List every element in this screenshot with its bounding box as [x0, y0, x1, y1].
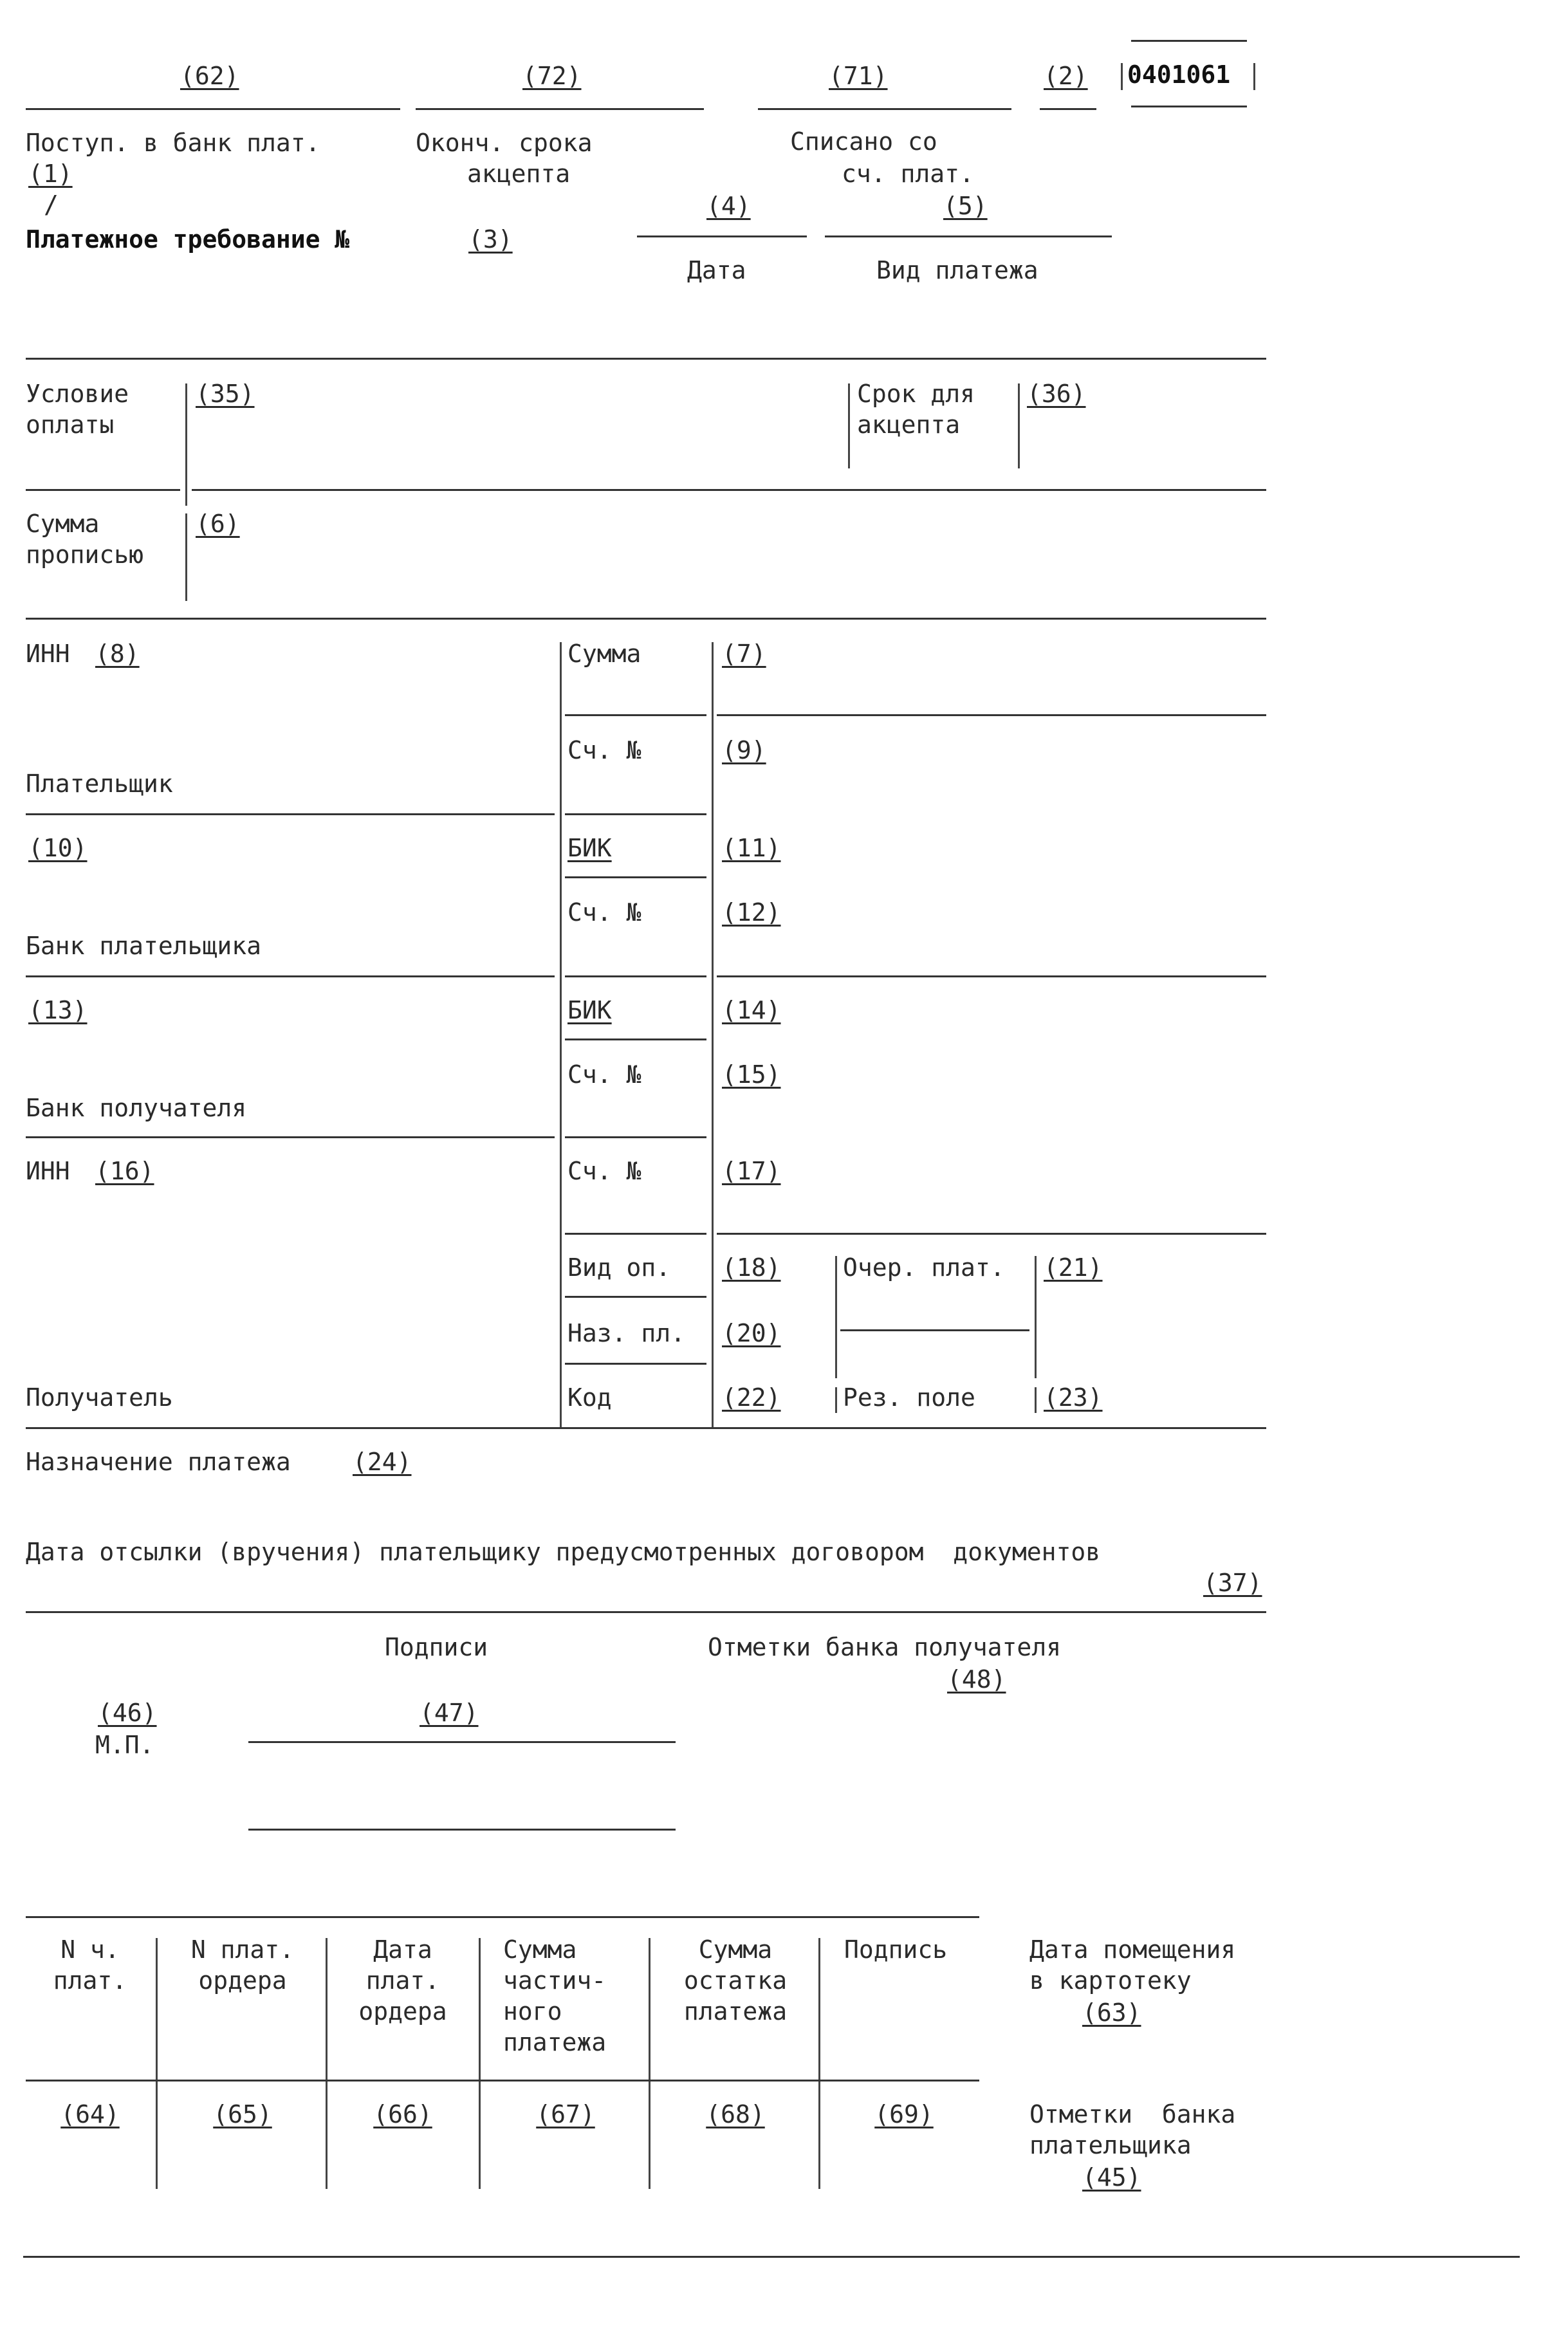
- payment-terms-label-1: Условие: [26, 380, 129, 408]
- field-72[interactable]: (72): [522, 62, 582, 90]
- accept-deadline-label-2: акцепта: [857, 411, 961, 439]
- field-37[interactable]: (37): [1203, 1569, 1262, 1597]
- terms-bar: [185, 383, 187, 506]
- divider-payer: [26, 813, 555, 815]
- field-11[interactable]: (11): [722, 834, 781, 862]
- field-1[interactable]: (1): [28, 160, 73, 188]
- form-code: 0401061: [1127, 60, 1231, 89]
- line-priority: [840, 1329, 1029, 1331]
- payer-account-label: Сч. №: [567, 736, 641, 764]
- field-10[interactable]: (10): [28, 834, 88, 862]
- field-7[interactable]: (7): [722, 640, 766, 668]
- line-terms-left: [26, 489, 180, 491]
- field-22[interactable]: (22): [722, 1383, 781, 1412]
- line-field-12: [717, 975, 1266, 977]
- documents-date-label: Дата отсылки (вручения) плательщику предусмотренных договором документов: [26, 1538, 1101, 1566]
- payer-bank-marks-label-2: плательщика: [1029, 2131, 1192, 2159]
- field-36-bar: [1018, 383, 1020, 468]
- table-header-col-2-line-1: N плат.: [190, 1935, 295, 1964]
- payment-terms-label-2: оплаты: [26, 411, 115, 439]
- divider-recipient: [26, 1427, 1266, 1429]
- payer-bank-marks-label-1: Отметки банка: [1029, 2100, 1236, 2128]
- divider-payer-bank: [26, 975, 555, 977]
- table-header-col-4-line-4: платежа: [503, 2028, 607, 2056]
- date-label: Дата: [687, 256, 746, 284]
- payment-purpose-label: Назначение платежа: [26, 1448, 291, 1476]
- payment-purpose-code-label: Наз. пл.: [567, 1319, 686, 1347]
- table-header-line: [26, 2080, 979, 2081]
- form-code-top-line: [1131, 40, 1247, 42]
- line-payer-bik: [565, 876, 706, 878]
- field-35[interactable]: (35): [196, 380, 255, 408]
- accept-end-label-1: Оконч. срока: [416, 129, 593, 157]
- field-18[interactable]: (18): [722, 1253, 781, 1282]
- divider-purpose: [26, 1611, 1266, 1613]
- payer-bank-account-label: Сч. №: [567, 898, 641, 927]
- sum-label: Сумма: [567, 640, 641, 668]
- field-46[interactable]: (46): [98, 1699, 157, 1727]
- recipient-label: Получатель: [26, 1383, 173, 1412]
- field-36[interactable]: (36): [1027, 380, 1086, 408]
- table-header-col-1-line-1: N ч.: [60, 1935, 120, 1964]
- table-value-64[interactable]: (64): [60, 2100, 120, 2128]
- table-header-col-3-line-1: Дата: [373, 1935, 432, 1964]
- field-12[interactable]: (12): [722, 898, 781, 927]
- table-header-col-4-line-1: Сумма: [503, 1935, 577, 1964]
- table-header-col-3-line-2: плат.: [365, 1966, 440, 1995]
- accept-deadline-label-1: Срок для: [857, 380, 975, 408]
- recipient-account-label: Сч. №: [567, 1157, 641, 1185]
- field-21-bar: [1035, 1256, 1037, 1378]
- priority-bar: [835, 1256, 837, 1378]
- line-op-type: [565, 1296, 706, 1298]
- field-23[interactable]: (23): [1044, 1383, 1103, 1412]
- field-71[interactable]: (71): [829, 62, 888, 90]
- signature-line-2[interactable]: [248, 1829, 676, 1831]
- line-payer-acct: [565, 813, 706, 815]
- table-header-col-6-line-1: Подпись: [844, 1935, 948, 1964]
- field-14[interactable]: (14): [722, 996, 781, 1024]
- table-col-sep-2: [326, 1938, 327, 2189]
- line-field-17: [717, 1233, 1266, 1235]
- table-header-col-5-line-2: остатка: [683, 1966, 788, 1995]
- table-top-line: [26, 1916, 979, 1918]
- line-recipient-bank-acct: [565, 1136, 706, 1138]
- amount-words-label-1: Сумма: [26, 510, 100, 538]
- field-15[interactable]: (15): [722, 1060, 781, 1089]
- payer-bank-bik-label: БИК: [567, 834, 612, 862]
- column-bar-left: [560, 642, 562, 1427]
- table-header-col-5-line-3: платежа: [683, 1997, 788, 2026]
- field-23-bar: [1035, 1387, 1037, 1413]
- table-value-68[interactable]: (68): [706, 2100, 765, 2128]
- payment-type-label: Вид платежа: [876, 256, 1038, 284]
- document-bottom-line: [23, 2256, 1520, 2258]
- field-62[interactable]: (62): [180, 62, 239, 90]
- field-8[interactable]: (8): [95, 640, 140, 668]
- table-value-65[interactable]: (65): [213, 2100, 272, 2128]
- field-13[interactable]: (13): [28, 996, 88, 1024]
- code-label: Код: [567, 1383, 612, 1412]
- deadline-bar: [848, 383, 850, 468]
- table-header-col-4-line-3: ного: [503, 1997, 562, 2026]
- operation-type-label: Вид оп.: [567, 1253, 671, 1282]
- line-field-7: [717, 714, 1266, 716]
- field-63[interactable]: (63): [1082, 1998, 1141, 2027]
- document-title: Платежное требование №: [26, 225, 350, 254]
- recipient-inn-label: ИНН: [26, 1157, 70, 1185]
- amount-words-bar: [185, 513, 187, 601]
- field-24[interactable]: (24): [353, 1448, 412, 1476]
- line-purpose-code: [565, 1363, 706, 1365]
- table-value-67[interactable]: (67): [536, 2100, 595, 2128]
- recipient-bank-marks-label: Отметки банка получателя: [708, 1633, 1062, 1661]
- accept-end-label-2: акцепта: [467, 160, 571, 188]
- payer-bank-label: Банк плательщика: [26, 932, 262, 960]
- line-payment-type: [825, 235, 1112, 237]
- recipient-bank-account-label: Сч. №: [567, 1060, 641, 1089]
- table-header-col-1-line-2: плат.: [53, 1966, 127, 1995]
- line-recipient-acct: [565, 1233, 706, 1235]
- divider-recipient-bank: [26, 1136, 555, 1138]
- table-col-sep-5: [818, 1938, 820, 2189]
- line-payer-bank-acct: [565, 975, 706, 977]
- field-21[interactable]: (21): [1044, 1253, 1103, 1282]
- line-written-off: [758, 108, 1011, 110]
- table-header-col-4-line-2: частич-: [503, 1966, 607, 1995]
- field-4[interactable]: (4): [706, 192, 751, 220]
- payer-label: Плательщик: [26, 770, 173, 798]
- table-value-66[interactable]: (66): [373, 2100, 432, 2128]
- received-label: Поступ. в банк плат.: [26, 129, 320, 157]
- written-off-label-1: Списано со: [790, 127, 937, 156]
- line-sum: [565, 714, 706, 716]
- field-3[interactable]: (3): [468, 225, 513, 254]
- reserve-bar: [835, 1387, 837, 1413]
- field-16[interactable]: (16): [95, 1157, 154, 1185]
- table-header-col-2-line-2: ордера: [198, 1966, 287, 1995]
- file-date-label-2: в картотеку: [1029, 1966, 1192, 1995]
- divider-amount-words: [26, 618, 1266, 620]
- written-off-label-2: сч. плат.: [842, 160, 974, 188]
- table-col-sep-1: [156, 1938, 158, 2189]
- field-5[interactable]: (5): [943, 192, 988, 220]
- stamp-label: М.П.: [95, 1731, 154, 1759]
- table-col-sep-3: [479, 1938, 481, 2189]
- payment-priority-label: Очер. плат.: [843, 1253, 1005, 1282]
- table-value-69[interactable]: (69): [874, 2100, 934, 2128]
- divider-header: [26, 358, 1266, 360]
- form-code-right-bar: [1253, 63, 1255, 90]
- line-received: [26, 108, 400, 110]
- recipient-bank-label: Банк получателя: [26, 1094, 247, 1122]
- line-accept-end: [416, 108, 704, 110]
- file-date-label-1: Дата помещения: [1029, 1935, 1236, 1964]
- field-20[interactable]: (20): [722, 1319, 781, 1347]
- reserve-field-label: Рез. поле: [843, 1383, 975, 1412]
- table-col-sep-4: [649, 1938, 650, 2189]
- amount-words-label-2: прописью: [26, 540, 144, 569]
- divider-terms: [192, 489, 1266, 491]
- form-code-bottom-line: [1131, 106, 1247, 107]
- field-6[interactable]: (6): [196, 510, 240, 538]
- field-47[interactable]: (47): [420, 1699, 479, 1727]
- line-field-2: [1040, 108, 1096, 110]
- signatures-label: Подписи: [385, 1633, 488, 1661]
- payer-inn-label: ИНН: [26, 640, 70, 668]
- recipient-bank-bik-label: БИК: [567, 996, 612, 1024]
- table-header-col-5-line-1: Сумма: [698, 1935, 773, 1964]
- form-code-left-bar: [1121, 63, 1123, 90]
- column-bar-right: [712, 642, 714, 1427]
- field-17[interactable]: (17): [722, 1157, 781, 1185]
- field-48[interactable]: (48): [947, 1665, 1006, 1694]
- slash: /: [44, 190, 59, 219]
- line-date: [637, 235, 807, 237]
- field-9[interactable]: (9): [722, 736, 766, 764]
- field-45[interactable]: (45): [1082, 2163, 1141, 2192]
- field-2[interactable]: (2): [1044, 62, 1088, 90]
- signature-line-1[interactable]: [248, 1741, 676, 1743]
- table-header-col-3-line-3: ордера: [358, 1997, 447, 2026]
- line-recipient-bik: [565, 1038, 706, 1040]
